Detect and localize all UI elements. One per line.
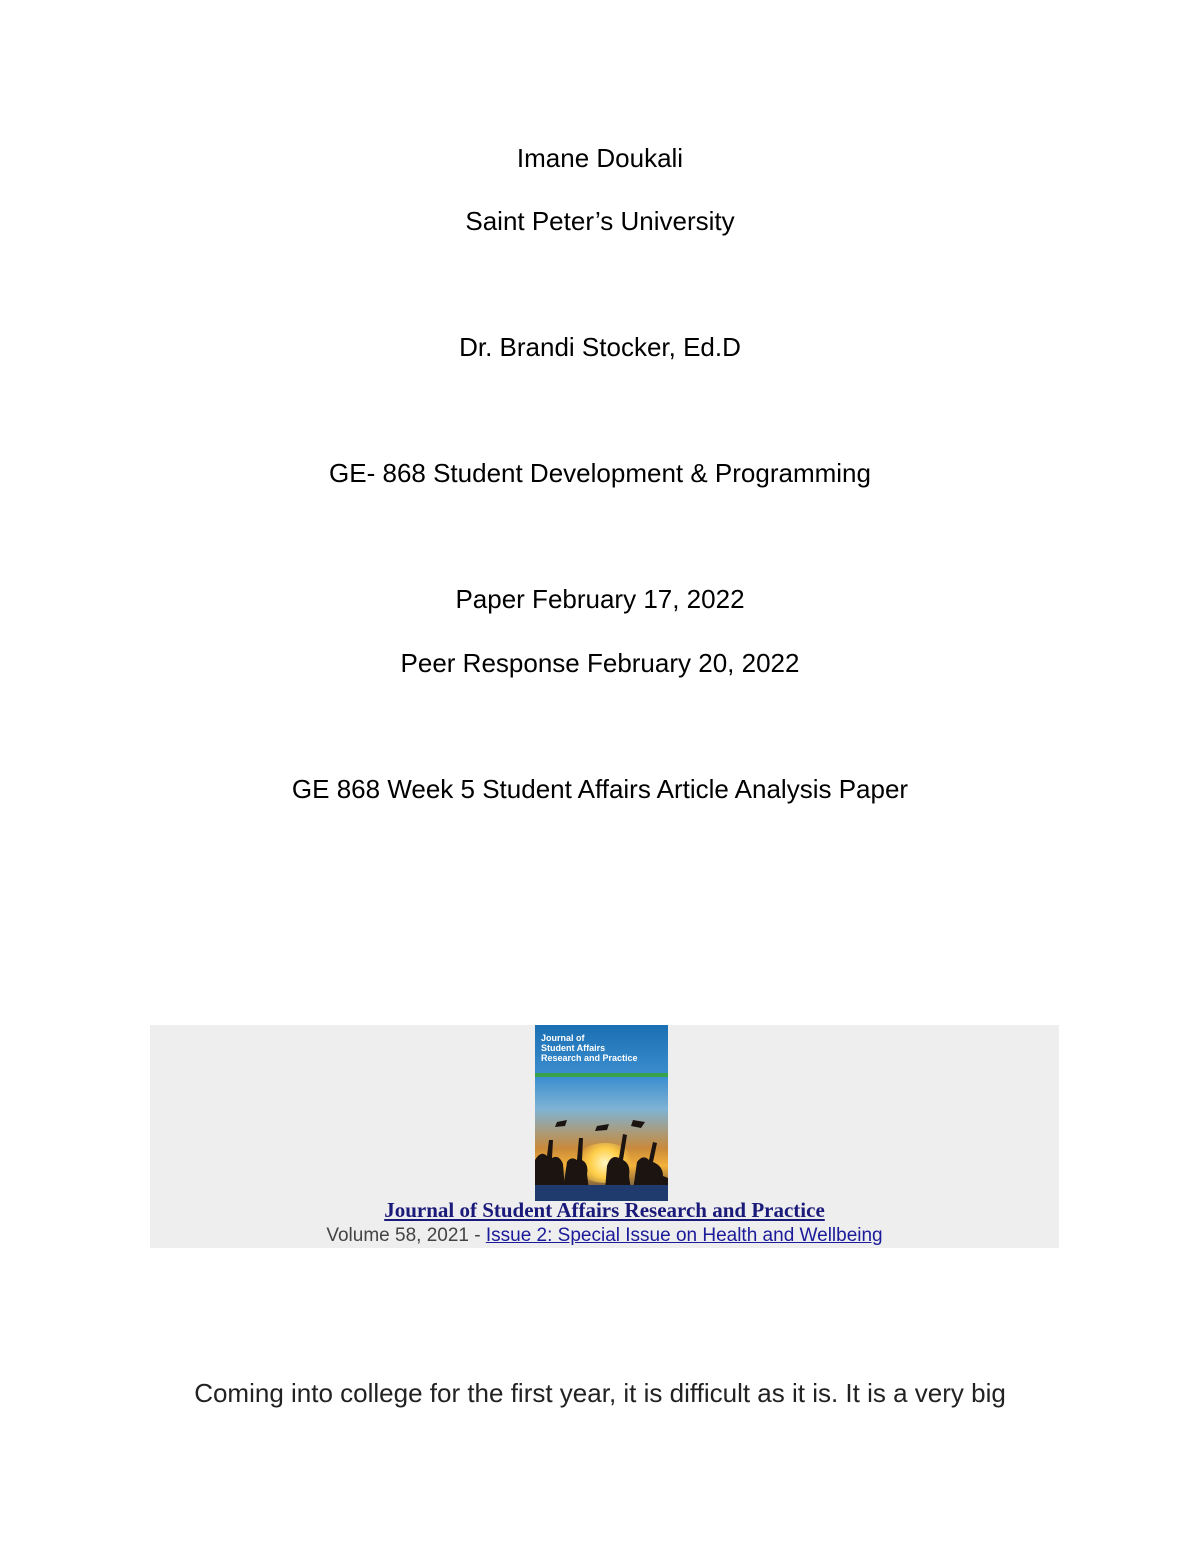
journal-cover-image[interactable] <box>535 1025 668 1201</box>
volume-text: Volume 58, 2021 - <box>326 1225 486 1246</box>
paper-title: GE 868 Week 5 Student Affairs Article Analysis Paper <box>291 774 909 804</box>
issue-link[interactable]: Issue 2: Special Issue on Health and Wellbeing <box>485 1225 883 1246</box>
course-name: GE- 868 Student Development & Programming <box>329 458 871 488</box>
journal-cover-title: Journal of Student Affairs Research and Practice <box>541 1033 638 1063</box>
journal-issue-line <box>150 1224 1059 1248</box>
instructor-name: Dr. Brandi Stocker, Ed.D <box>459 332 741 362</box>
author-name: Imane Doukali <box>516 143 684 173</box>
journal-citation-box <box>150 1025 1059 1248</box>
peer-response-date: Peer Response February 20, 2022 <box>400 648 800 678</box>
body-first-line: Coming into college for the first year, it is difficult as it is. It is a very big <box>194 1378 1006 1408</box>
paper-date: Paper February 17, 2022 <box>455 584 745 614</box>
journal-title-link[interactable]: Journal of Student Affairs Research and Practice <box>384 1198 825 1222</box>
graduates-silhouette-icon <box>535 1120 668 1190</box>
institution-name: Saint Peter’s University <box>465 206 735 236</box>
cover-stripe <box>535 1073 668 1077</box>
